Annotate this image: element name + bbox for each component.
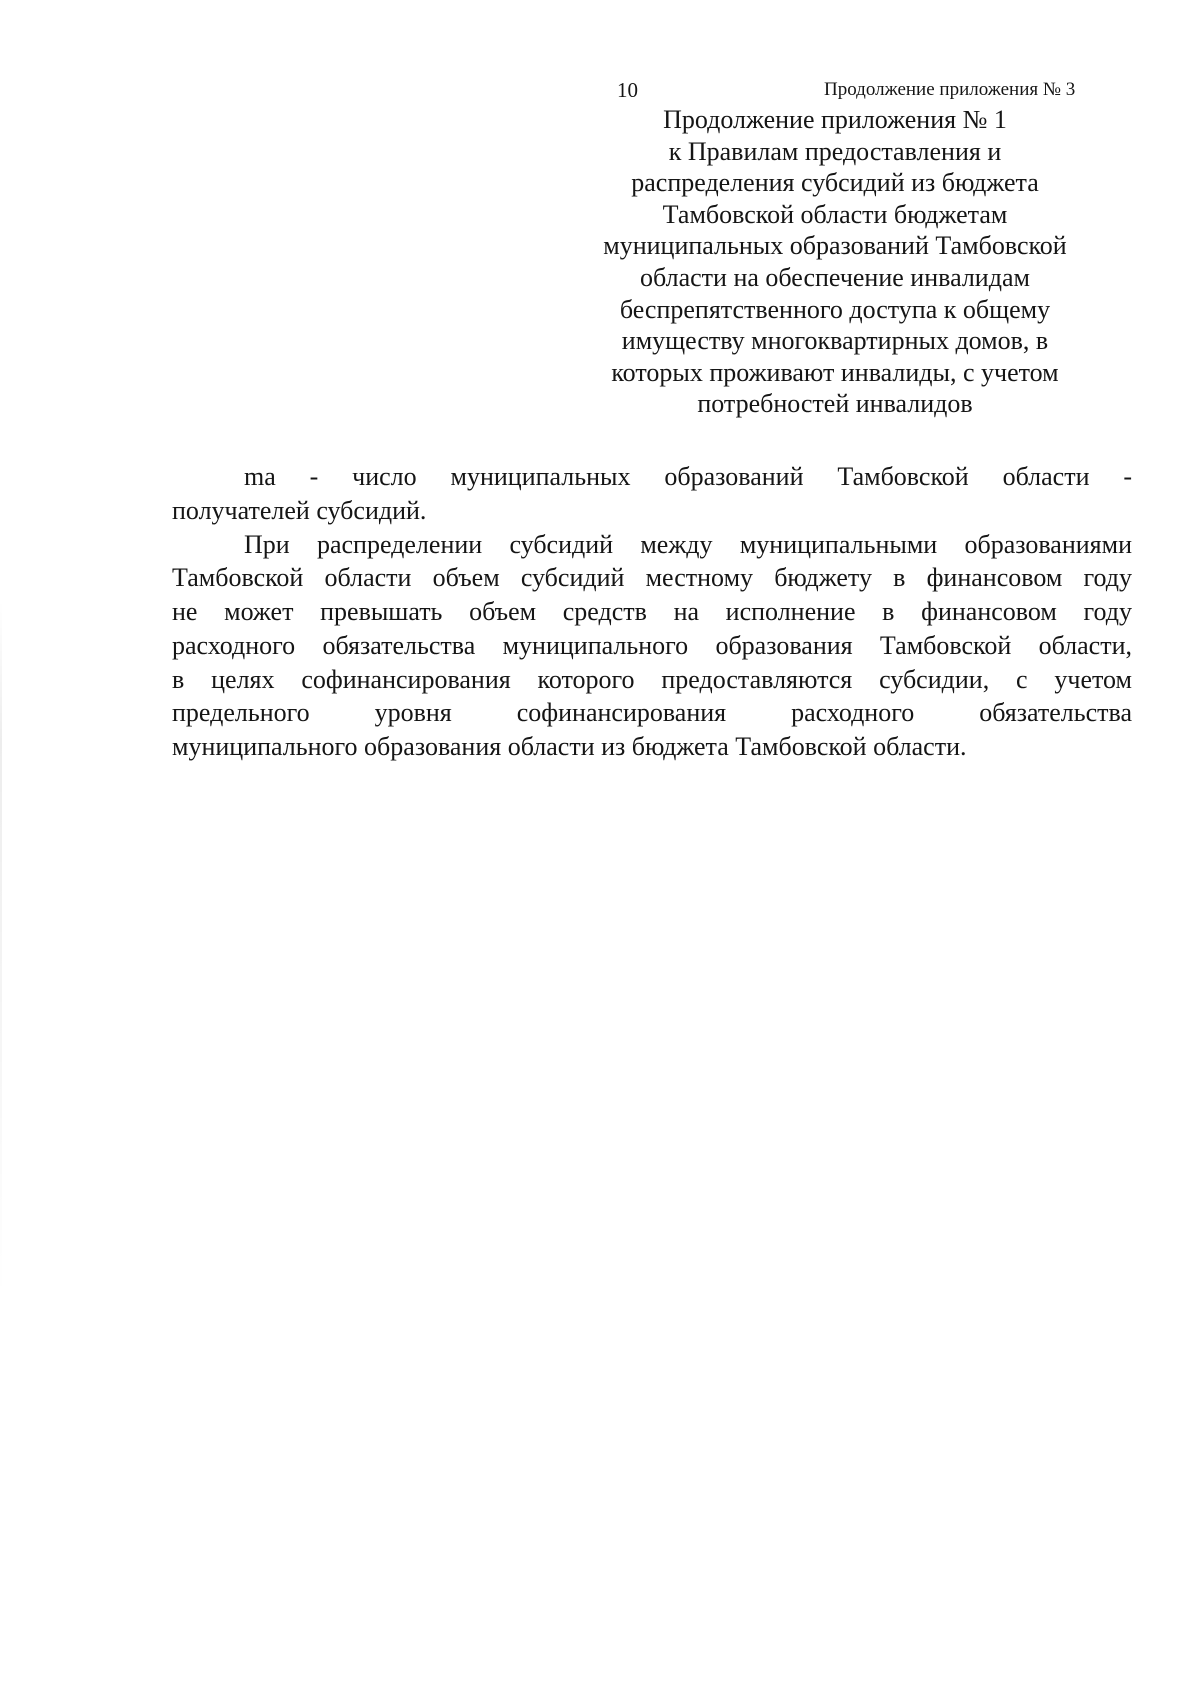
appendix-line: беспрепятственного доступа к общему [619, 294, 1051, 324]
appendix-line: которых проживают инвалиды, с учетом [611, 357, 1059, 387]
paragraph-line: предельного уровня софинансирования расходного обязательства [172, 698, 1132, 728]
appendix-line: к Правилам предоставления и [668, 136, 1002, 166]
appendix-line: муниципальных образований Тамбовской [603, 231, 1067, 261]
paragraph-ma-definition [172, 460, 1132, 527]
paragraph-line: получателей субсидий. [172, 495, 427, 525]
paragraph-line: не может превышать объем средств на исполнение в финансовом году [172, 597, 1132, 627]
appendix-line: распределения субсидий из бюджета [631, 168, 1039, 198]
paragraph-line: в целях софинансирования которого предоставляются субсидии, с учетом [172, 664, 1132, 694]
body-text [172, 460, 1132, 764]
appendix-line: Тамбовской области бюджетам [662, 199, 1008, 229]
paragraph-line: Тамбовской области объем субсидий местному бюджету в финансовом году [172, 563, 1132, 593]
paragraph-distribution-rule [172, 528, 1132, 764]
scan-edge-shadow [0, 600, 2, 1300]
appendix-heading [570, 104, 1100, 420]
paragraph-line: муниципального образования области из бюджета Тамбовской области. [172, 731, 967, 761]
appendix-line: Продолжение приложения № 1 [663, 105, 1007, 134]
appendix-line: области на обеспечение инвалидам [640, 262, 1030, 292]
paragraph-line: При распределении субсидий между муниципальными образованиями [244, 529, 1132, 559]
paragraph-line: ma - число муниципальных образований Тамбовской области - [244, 462, 1132, 491]
appendix-line: потребностей инвалидов [697, 389, 973, 419]
paragraph-line: расходного обязательства муниципального образования Тамбовской области, [172, 630, 1132, 660]
running-header: Продолжение приложения № 3 [824, 79, 1076, 100]
appendix-line: имуществу многоквартирных домов, в [621, 326, 1049, 356]
page-number: 10 [617, 78, 638, 102]
